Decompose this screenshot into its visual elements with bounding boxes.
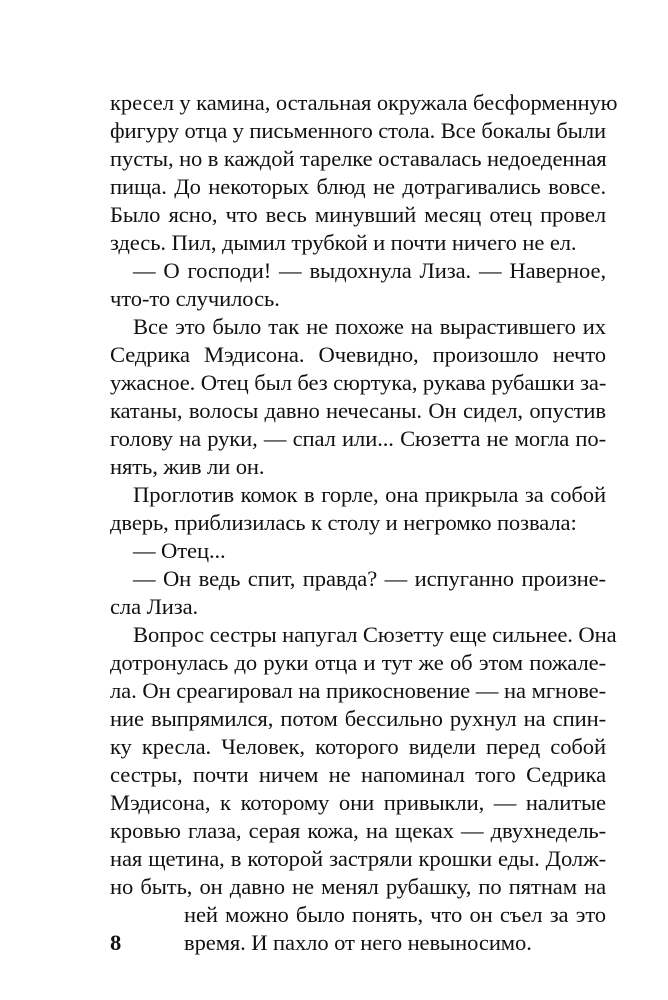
text-line: кресел у камина, остальная окружала бесформенную [110, 90, 618, 115]
text-line: — Отец... [133, 538, 226, 563]
text-line: ние выпрямился, потом бессильно рухнул на спин- [110, 706, 606, 731]
page-number: 8 [110, 930, 122, 955]
text-line: время. И пахло от него невыносимо. [184, 930, 532, 955]
text-line: сла Лиза. [110, 594, 199, 619]
text-line: Вопрос сестры напугал Сюзетту еще сильнее. Она [133, 622, 617, 647]
text-line: ла. Он среагировал на прикосновение — на мгнове- [110, 678, 606, 703]
text-line: пища. До некоторых блюд не дотрагивались вовсе. [110, 174, 606, 199]
text-line: ней можно было понять, что он съел за это [184, 902, 606, 927]
text-line: ку кресла. Человек, которого видели перед собой [110, 734, 606, 759]
text-line: пусты, но в каждой тарелке оставалась недоеденная [110, 146, 607, 171]
text-line: ужасное. Отец был без сюртука, рукава рубашки за- [110, 370, 607, 395]
text-line: — Он ведь спит, правда? — испуганно произне- [133, 566, 606, 591]
text-line: Было ясно, что весь минувший месяц отец провел [110, 202, 606, 227]
text-line: но быть, он давно не менял рубашку, по пятнам на [110, 874, 606, 899]
text-line: что-то случилось. [110, 286, 280, 311]
text-line: катаны, волосы давно нечесаны. Он сидел, опустив [110, 398, 606, 423]
text-line: Седрика Мэдисона. Очевидно, произошло нечто [110, 342, 606, 367]
text-line: дверь, приблизилась к столу и негромко позвала: [110, 510, 577, 535]
text-line: голову на руки, — спал или... Сюзетта не могла по- [110, 426, 606, 451]
text-line: Проглотив комок в горле, она прикрыла за собой [133, 482, 606, 507]
text-line: фигуру отца у письменного стола. Все бокалы были [110, 118, 607, 143]
text-line: Все это было так не похоже на вырастившего их [133, 314, 606, 339]
text-line: нять, жив ли он. [110, 454, 265, 479]
text-line: ная щетина, в которой застряли крошки еды. Долж- [110, 846, 606, 871]
text-line: дотронулась до руки отца и тут же об этом пожале- [110, 650, 606, 675]
text-line: — О господи! — выдохнула Лиза. — Наверное, [133, 258, 606, 283]
text-line: кровью глаза, серая кожа, на щеках — двухнедель- [110, 818, 606, 843]
text-line: сестры, почти ничем не напоминал того Седрика [110, 762, 606, 787]
text-line: Мэдисона, к которому они привыкли, — налитые [110, 790, 606, 815]
text-line: здесь. Пил, дымил трубкой и почти ничего не ел. [110, 230, 577, 255]
